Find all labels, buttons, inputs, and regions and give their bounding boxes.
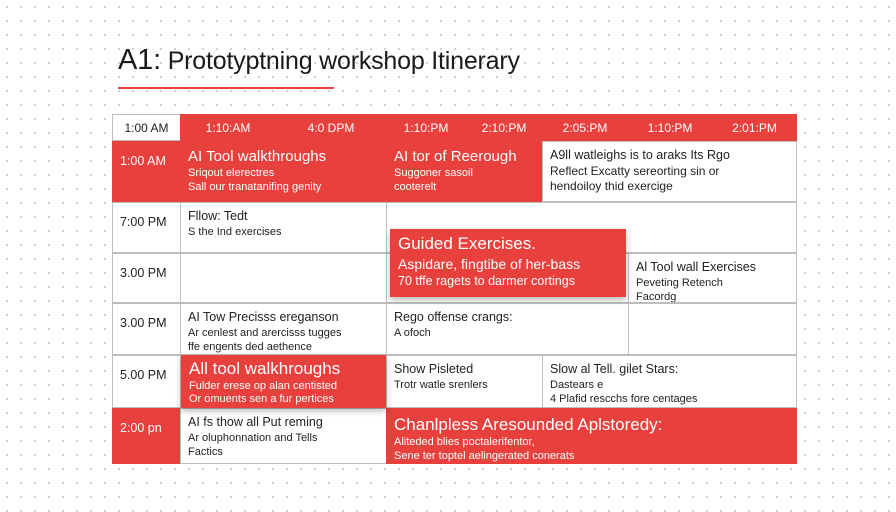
session-title: Slow al Tell. gilet Stars: <box>550 362 679 376</box>
session-detail: Trotr watle srenlers <box>394 379 488 391</box>
session-title: Chanlpless Aresounded Aplstoredy: <box>394 415 663 434</box>
header-time-6: 1:10:PM <box>628 114 713 141</box>
row-time-6: 2:00 pn <box>112 408 181 464</box>
session-follow-test[interactable] <box>180 202 387 253</box>
session-ai-tool-exercises[interactable] <box>628 253 797 303</box>
empty-slot <box>628 303 797 355</box>
session-all-walkthroughs[interactable] <box>542 141 797 202</box>
title-text: Prototyptning workshop Itinerary <box>167 47 520 75</box>
header-time-7: 2:01:PM <box>712 114 797 141</box>
session-slow-all-tell[interactable] <box>542 355 797 408</box>
session-ai-fs-thow[interactable] <box>180 408 387 464</box>
session-rego-offense[interactable] <box>386 303 629 355</box>
session-title: Al Tool wall Exercises <box>636 260 756 274</box>
header-time-5: 2:05:PM <box>542 114 629 141</box>
session-title: Guided Exercises. <box>398 234 536 253</box>
session-detail: Reflect Excatty <box>550 164 631 178</box>
header-time-first: 1:00 AM <box>112 114 180 141</box>
session-title: AI Tool walkthroughs <box>188 148 327 165</box>
session-detail: Peveting Retench <box>636 277 723 289</box>
header-time-1: 1:10:AM <box>180 114 277 141</box>
session-ai-tour[interactable] <box>386 141 543 202</box>
session-chanlpless[interactable] <box>386 408 797 464</box>
session-detail: 4 Plafid rescchs fore centages <box>550 393 698 405</box>
session-detail: Fulder erese op alan centisted <box>189 380 337 392</box>
session-title: Fllow: Tedt <box>188 209 248 223</box>
session-detail: Suggoner sasoil <box>394 167 473 179</box>
session-detail: Ar cenlest and arercisss tugges <box>188 327 342 339</box>
row-time-1: 1:00 AM <box>112 141 181 202</box>
session-title: All tool walkhroughs <box>189 359 341 378</box>
session-title: Rego offense crangs: <box>394 310 513 324</box>
page-title <box>118 44 520 77</box>
header-time-2: 4:0 DPM <box>276 114 387 141</box>
session-detail: sereorting sin or <box>633 164 720 178</box>
session-detail: Sene ter toptel aelingerated conerats <box>394 450 575 462</box>
session-detail: A ofoch <box>394 327 431 339</box>
session-title: AI Tow Precisss ereganson <box>188 310 339 324</box>
title-prefix: A1: <box>118 44 161 76</box>
session-show-pisleted[interactable] <box>386 355 543 408</box>
session-detail: cooterelt <box>394 181 437 193</box>
session-detail: 70 tffe ragets to darmer cortings <box>398 274 575 288</box>
session-title: AI fs thow all Put reming <box>188 415 323 429</box>
session-all-tool-walkthroughs[interactable] <box>181 355 386 408</box>
header-time-3: 1:10:PM <box>386 114 467 141</box>
session-detail: Aliteded blies poctalerifentor, <box>394 436 535 448</box>
session-detail: hendoiloy thid exercige <box>550 179 673 193</box>
session-title: Show Pisleted <box>394 362 474 376</box>
session-ai-tow-process[interactable] <box>180 303 387 355</box>
session-detail: Sriqout elerectres <box>188 167 275 179</box>
session-title: AI tor of Reerough <box>394 148 517 165</box>
row-time-2: 7:00 PM <box>112 202 181 253</box>
session-detail: Dastears e <box>550 379 604 391</box>
session-detail: ffe engents ded aethence <box>188 341 312 353</box>
session-ai-tool-walkthroughs[interactable] <box>180 141 387 202</box>
session-detail: Sall our tranatanifing genity <box>188 181 322 193</box>
row-time-3: 3.00 PM <box>112 253 181 303</box>
title-underline <box>118 87 334 89</box>
row-time-4: 3.00 PM <box>112 303 181 355</box>
session-detail: Factics <box>188 446 223 458</box>
empty-slot <box>180 253 387 303</box>
header-time-4: 2:10:PM <box>466 114 543 141</box>
session-detail: S the Ind exercises <box>188 226 282 238</box>
session-detail: Or omuents sen a fur pertices <box>189 393 334 405</box>
session-detail: Facordg <box>636 291 677 303</box>
session-title: A9ll watleighs is to araks Its Rgo <box>550 148 730 162</box>
session-detail: Ar oluphonnation and Tells <box>188 432 318 444</box>
session-guided-exercises[interactable] <box>390 229 626 297</box>
row-time-5: 5.00 PM <box>112 355 181 408</box>
session-detail: Aspidare, fingtibe of her-bass <box>398 256 581 272</box>
